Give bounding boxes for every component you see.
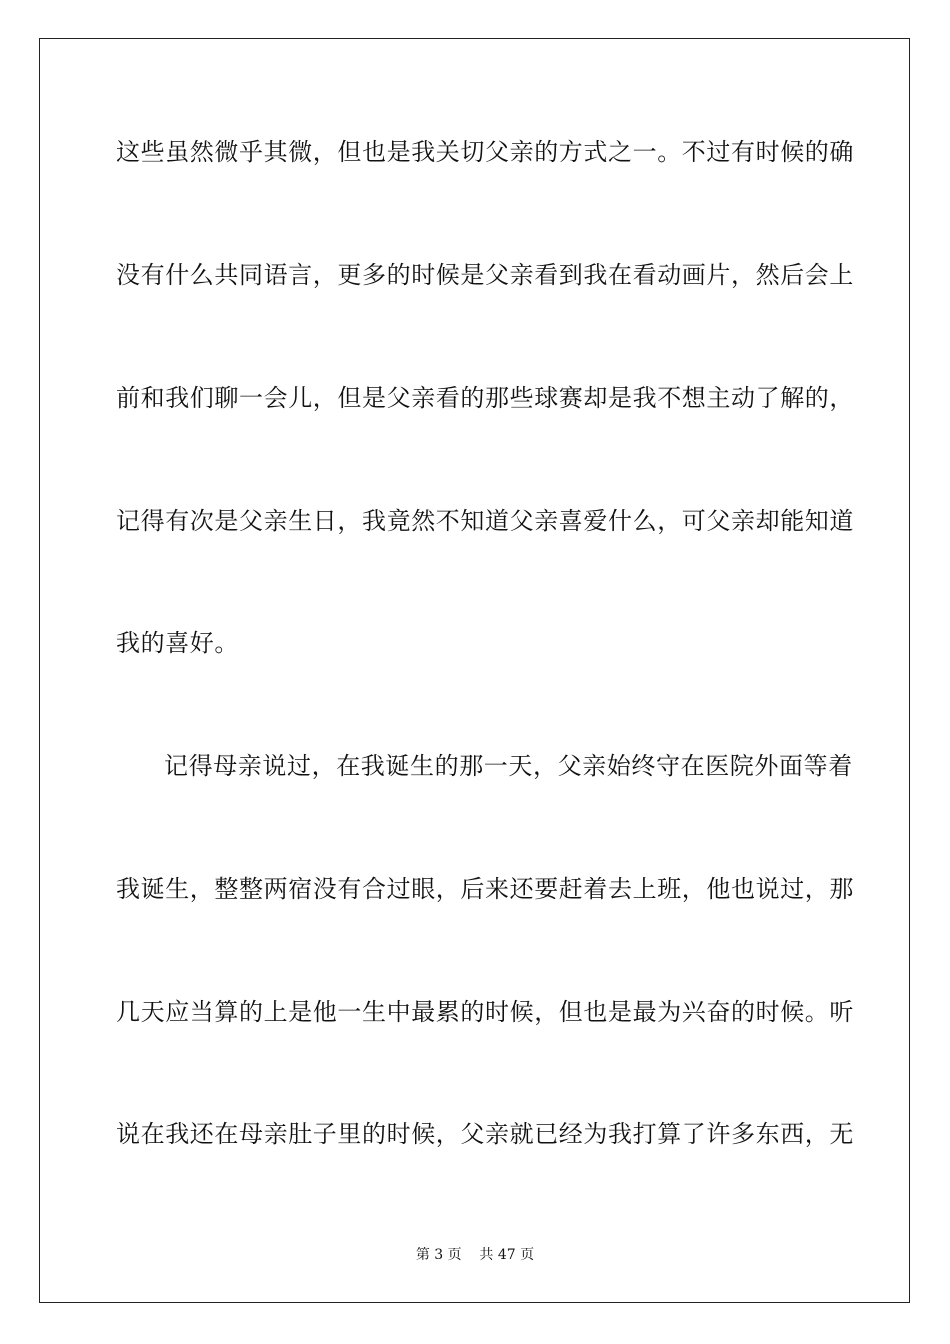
body-text-line-9: 说在我还在母亲肚子里的时候，父亲就已经为我打算了许多东西，无 xyxy=(116,1120,854,1148)
page-number: 第 3 页 共 47 页 xyxy=(415,1247,535,1263)
body-text-line-2: 没有什么共同语言，更多的时候是父亲看到我在看动画片，然后会上 xyxy=(116,261,854,289)
body-text-line-5: 我的喜好。 xyxy=(116,629,239,657)
body-text-line-7: 我诞生，整整两宿没有合过眼，后来还要赶着去上班，他也说过，那 xyxy=(116,875,854,903)
page-border xyxy=(39,38,910,1303)
body-text-line-1: 这些虽然微乎其微，但也是我关切父亲的方式之一。不过有时候的确 xyxy=(116,138,854,166)
body-text-line-8: 几天应当算的上是他一生中最累的时候，但也是最为兴奋的时候。听 xyxy=(116,998,854,1026)
body-text-line-3: 前和我们聊一会儿，但是父亲看的那些球赛却是我不想主动了解的， xyxy=(116,384,854,412)
body-text-line-4: 记得有次是父亲生日，我竟然不知道父亲喜爱什么，可父亲却能知道 xyxy=(116,507,854,535)
body-text-line-6: 记得母亲说过，在我诞生的那一天，父亲始终守在医院外面等着 xyxy=(164,752,853,780)
